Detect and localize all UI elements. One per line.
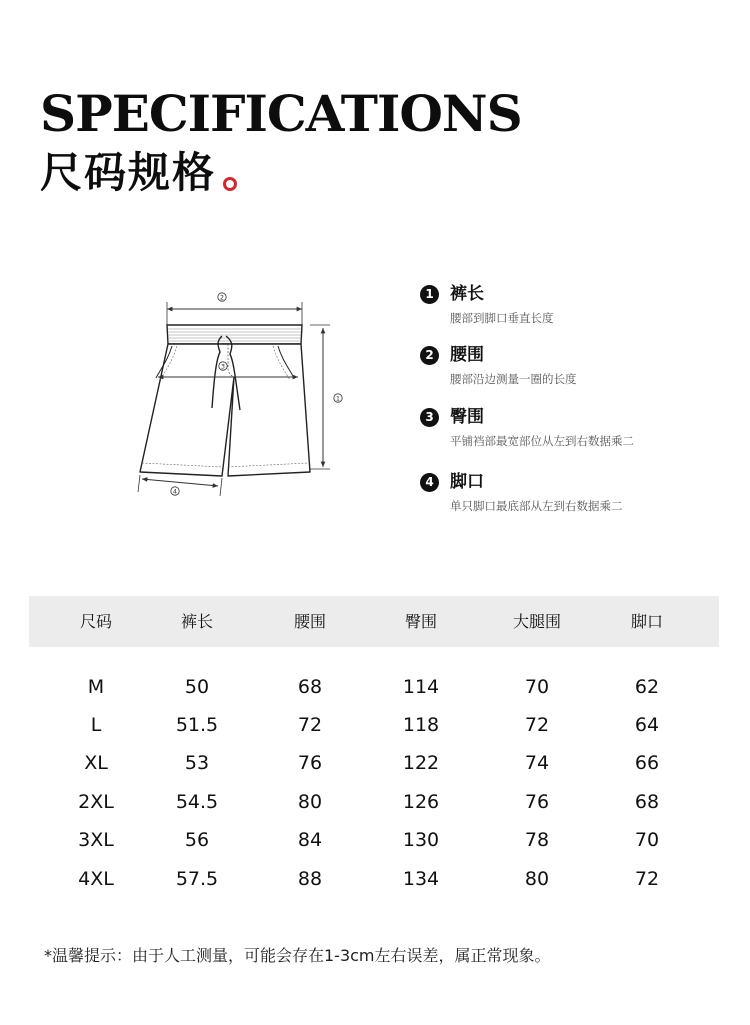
legend-number-badge: 1: [420, 285, 439, 304]
page-title-cn: 尺码规格: [40, 148, 217, 197]
legend-title: 裤长: [450, 284, 484, 304]
header-length: 裤长: [180, 612, 213, 631]
cell-waist: 76: [297, 752, 323, 774]
cell-thigh: 76: [524, 791, 550, 813]
cell-thigh: 74: [524, 752, 550, 774]
cell-waist: 72: [297, 714, 323, 736]
legend-description: 腰部到脚口垂直长度: [450, 311, 554, 325]
cell-leg-opening: 72: [634, 868, 660, 890]
cell-leg-opening: 64: [634, 714, 660, 736]
measurement-note: *温馨提示：由于人工测量，可能会存在1-3cm左右误差，属正常现象。: [44, 946, 551, 965]
legend-number-badge: 3: [420, 408, 439, 427]
cell-length: 54.5: [175, 791, 219, 813]
header-thigh: 大腿围: [512, 612, 561, 631]
cell-size: M: [87, 676, 105, 698]
cell-hip: 134: [402, 868, 440, 890]
marker-2: 2: [219, 293, 225, 302]
marker-3: 3: [220, 362, 226, 371]
table-row: [0, 744, 750, 782]
size-table-header: [29, 596, 719, 647]
table-row: [0, 821, 750, 859]
table-row: [0, 860, 750, 898]
legend-description: 腰部沿边测量一圈的长度: [450, 372, 577, 386]
cell-size: L: [90, 714, 102, 736]
cell-size: 4XL: [78, 868, 114, 890]
legend-number-badge: 2: [420, 346, 439, 365]
title-accent-dot: [223, 177, 237, 191]
legend-title: 脚口: [450, 472, 484, 492]
cell-length: 53: [184, 752, 210, 774]
cell-length: 51.5: [175, 714, 219, 736]
legend-title: 腰围: [450, 345, 484, 365]
table-row: [0, 783, 750, 821]
header-hip: 臀围: [404, 612, 437, 631]
cell-hip: 114: [402, 676, 440, 698]
cell-thigh: 80: [524, 868, 550, 890]
legend-description: 平铺裆部最宽部位从左到右数据乘二: [450, 434, 634, 448]
cell-length: 57.5: [175, 868, 219, 890]
legend-description: 单只脚口最底部从左到右数据乘二: [450, 499, 623, 513]
cell-size: 3XL: [78, 829, 114, 851]
cell-waist: 88: [297, 868, 323, 890]
cell-leg-opening: 68: [634, 791, 660, 813]
header-leg-opening: 脚口: [630, 612, 663, 631]
cell-length: 56: [184, 829, 210, 851]
cell-thigh: 78: [524, 829, 550, 851]
cell-hip: 122: [402, 752, 440, 774]
cell-waist: 80: [297, 791, 323, 813]
cell-thigh: 70: [524, 676, 550, 698]
table-row: [0, 668, 750, 706]
legend-title: 臀围: [450, 407, 484, 427]
cell-leg-opening: 70: [634, 829, 660, 851]
header-size: 尺码: [79, 612, 112, 631]
cell-hip: 118: [402, 714, 440, 736]
shorts-diagram: [130, 280, 360, 510]
cell-size: 2XL: [78, 791, 114, 813]
cell-hip: 126: [402, 791, 440, 813]
cell-leg-opening: 66: [634, 752, 660, 774]
marker-1: 1: [335, 394, 341, 403]
cell-thigh: 72: [524, 714, 550, 736]
cell-waist: 68: [297, 676, 323, 698]
cell-length: 50: [184, 676, 210, 698]
leg-opening-measure-line: [142, 479, 218, 486]
cell-size: XL: [84, 752, 108, 774]
cell-waist: 84: [297, 829, 323, 851]
header-waist: 腰围: [293, 612, 326, 631]
cell-hip: 130: [402, 829, 440, 851]
page-title-en: SPECIFICATIONS: [40, 84, 522, 143]
cell-leg-opening: 62: [634, 676, 660, 698]
table-row: [0, 706, 750, 744]
marker-4: 4: [172, 487, 178, 496]
legend-number-badge: 4: [420, 473, 439, 492]
